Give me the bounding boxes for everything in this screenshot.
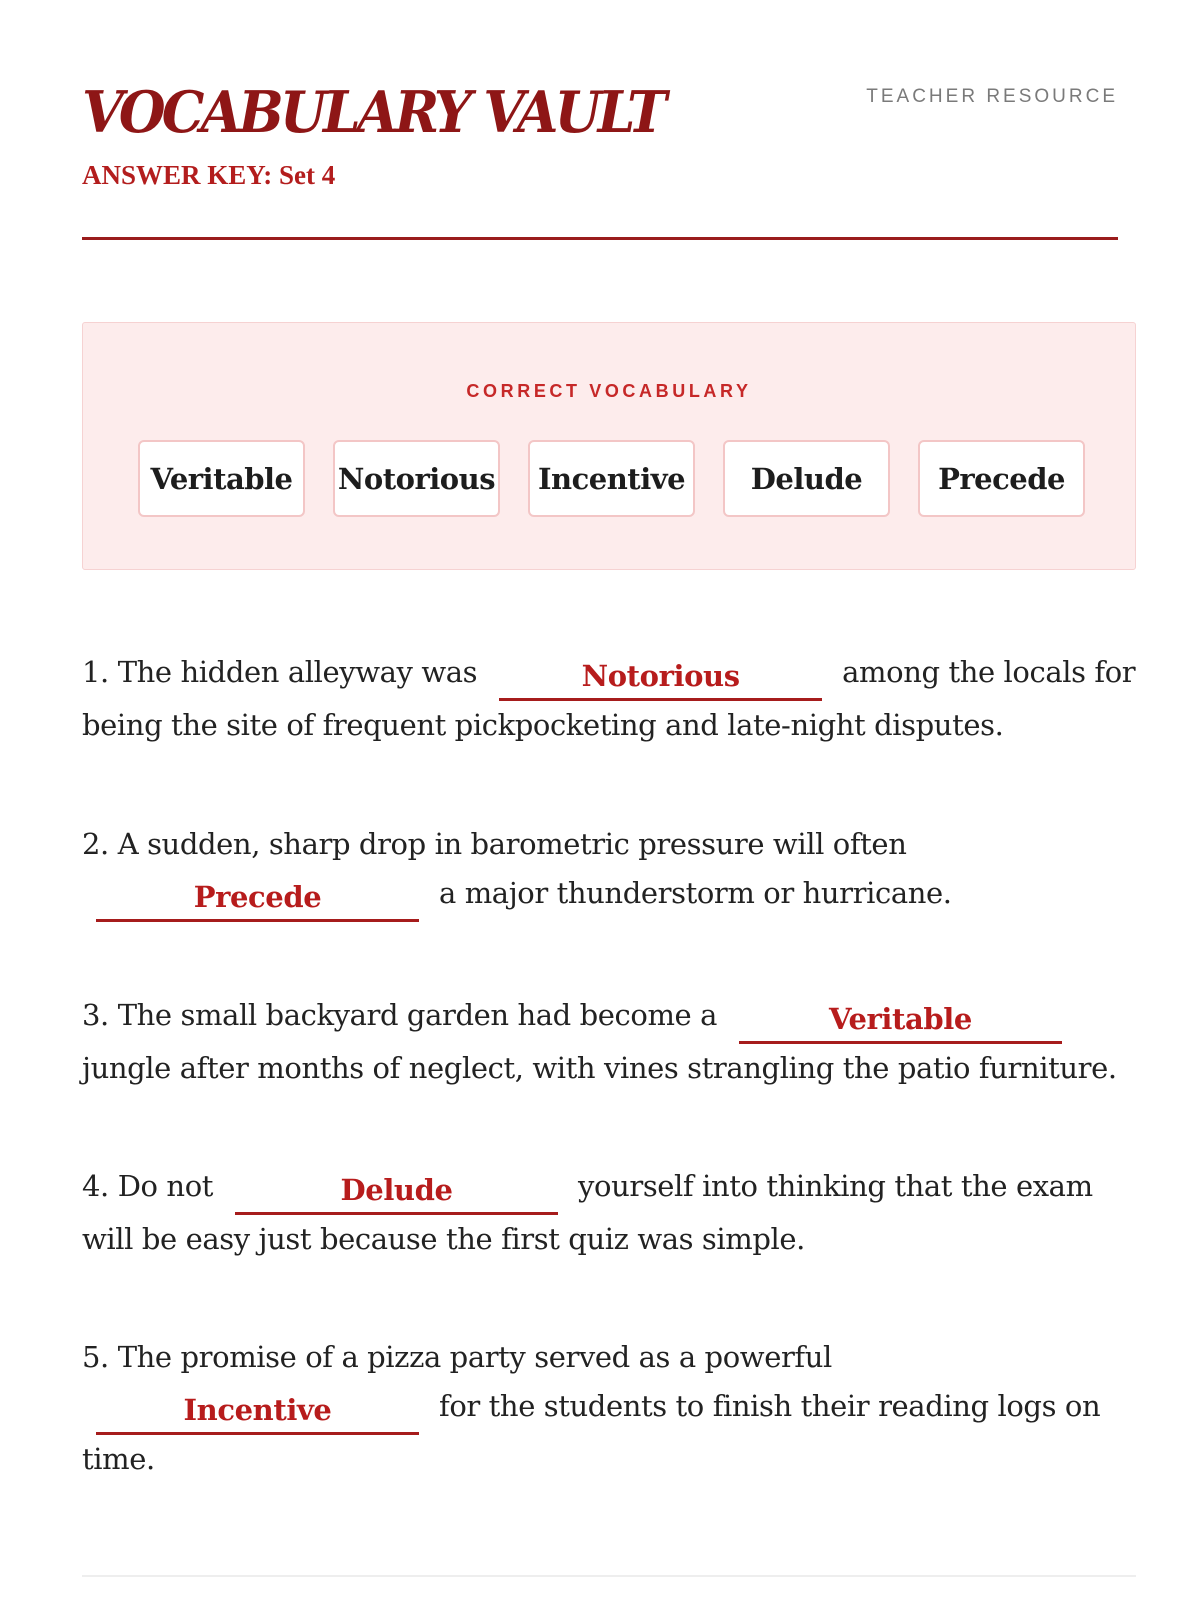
question-text-before: The hidden alleyway was: [117, 655, 478, 689]
question-number: 1.: [82, 655, 109, 689]
question-text-before: The promise of a pizza party served as a powerful: [117, 1340, 832, 1374]
question-text-before: The small backyard garden had become a: [117, 998, 718, 1032]
word-bank-chips: [138, 440, 1085, 517]
question-1: [82, 648, 1136, 750]
header: [82, 0, 1118, 240]
word-bank-heading: CORRECT VOCABULARY: [466, 381, 752, 401]
question-text-after: among the locals for being the site of frequent pickpocketing and late-night disputes.: [82, 655, 1136, 742]
question-text-before: A sudden, sharp drop in barometric pressure will often: [117, 827, 907, 861]
answer-blank: Delude: [235, 1168, 558, 1215]
question-2: [82, 820, 1136, 922]
word-chip: Notorious: [333, 440, 500, 517]
question-text-before: Do not: [117, 1169, 214, 1203]
question-5: [82, 1333, 1136, 1484]
question-number: 3.: [82, 998, 109, 1032]
answer-blank: Veritable: [739, 997, 1062, 1044]
question-text-after: for the students to finish their reading logs on time.: [82, 1389, 1101, 1476]
word-chip: Precede: [918, 440, 1085, 517]
question-list: [82, 648, 1136, 1554]
question-text-after: yourself into thinking that the exam will be easy just because the first quiz was simple.: [82, 1169, 1093, 1256]
word-chip: Delude: [723, 440, 890, 517]
question-number: 4.: [82, 1169, 109, 1203]
answer-blank: Incentive: [96, 1388, 419, 1435]
word-bank: [82, 322, 1136, 570]
question-4: [82, 1162, 1136, 1264]
question-number: 2.: [82, 827, 109, 861]
question-text-after: jungle after months of neglect, with vines strangling the patio furniture.: [82, 1051, 1117, 1085]
word-chip: Veritable: [138, 440, 305, 517]
word-chip: Incentive: [528, 440, 695, 517]
teacher-resource-label: TEACHER RESOURCE: [866, 86, 1118, 107]
page-title: VOCABULARY VAULT: [82, 79, 664, 146]
answer-blank: Notorious: [499, 654, 822, 701]
answer-key-subtitle: ANSWER KEY: Set 4: [82, 160, 336, 190]
answer-blank: Precede: [96, 875, 419, 922]
question-text-after: a major thunderstorm or hurricane.: [439, 876, 952, 910]
question-number: 5.: [82, 1340, 109, 1374]
question-3: [82, 991, 1136, 1093]
footer-divider: [82, 1575, 1136, 1577]
